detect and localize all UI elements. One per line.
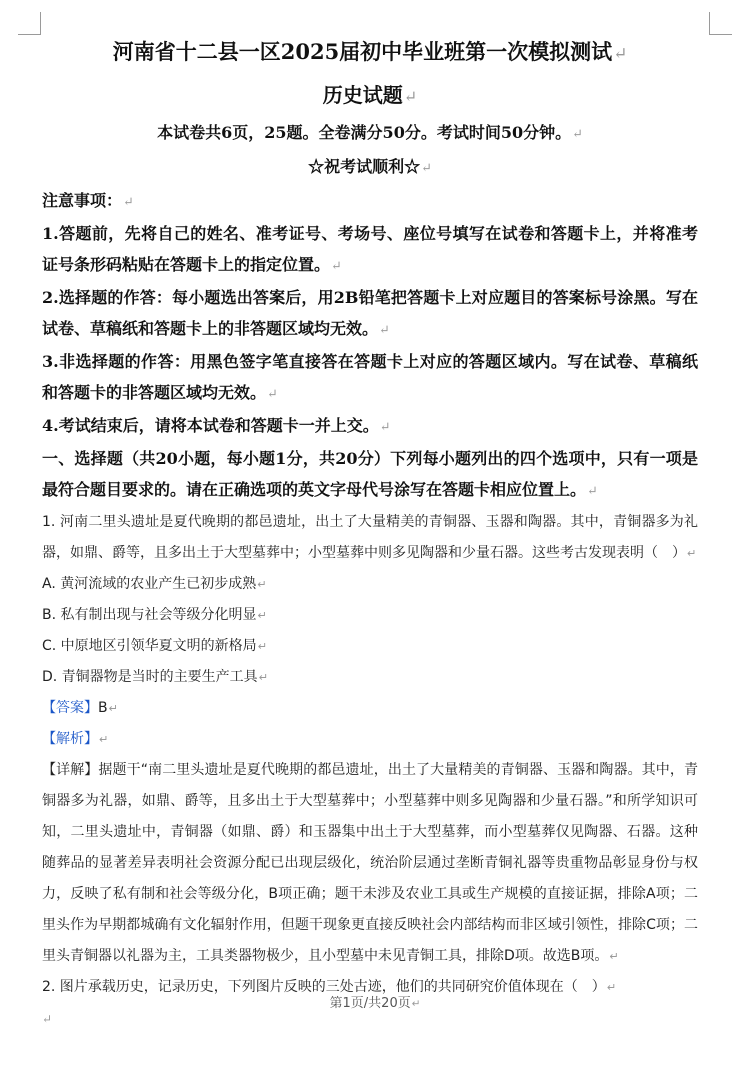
paragraph-mark-icon: ↵ — [687, 547, 697, 560]
paragraph-mark-icon: ↵ — [403, 87, 418, 106]
notice-item-4: 4.考试结束后，请将本试卷和答题卡一并上交。↵ — [42, 416, 391, 435]
paragraph-mark-icon: ↵ — [421, 161, 432, 176]
question-1-answer — [42, 693, 698, 724]
notice-item-3: 3.非选择题的作答：用黑色签字笔直接答在答题卡上对应的答题区域内。写在试卷、草稿纸和答题卡的非答题区域均无效。↵ — [42, 352, 698, 402]
paragraph-mark-icon: ↵ — [331, 259, 342, 274]
question-1-analysis — [42, 724, 698, 755]
exam-wish: ☆祝考试顺利☆↵ — [308, 157, 432, 176]
paragraph-mark-icon: ↵ — [411, 998, 421, 1010]
paragraph-mark-icon: ↵ — [257, 578, 267, 591]
question-2-stem: 2. 图片承载历史，记录历史，下列图片反映的三处古迹，他们的共同研究价值体现在（ ）↵ — [42, 979, 617, 995]
paragraph-mark-icon: ↵ — [609, 950, 619, 963]
notice-heading: 注意事项：↵ — [42, 191, 134, 210]
question-1-option-c: C. 中原地区引领华夏文明的新格局↵ — [42, 638, 268, 654]
paragraph-mark-icon: ↵ — [42, 1012, 53, 1026]
paragraph-mark-icon: ↵ — [379, 420, 391, 435]
question-1-option-b: B. 私有制出现与社会等级分化明显↵ — [42, 607, 267, 623]
crop-mark-top-right — [709, 12, 732, 35]
paragraph-mark-icon: ↵ — [257, 640, 268, 653]
detail-text: 据题干“南二里头遗址是夏代晚期的都邑遗址，出土了大量精美的青铜器、玉器和陶器。其中，青铜器多为礼器，如鼎、爵等，且多出土于大型墓葬中；小型墓葬中则多见陶器和少量石器。”和所学知识可知，二里头遗址中，青铜器（如鼎、爵）和玉器集中出土于大型墓葬，而小型墓葬仅见陶器、石器。这种随葬品的显著差异表明社会资源分配已出现层级化，统治阶层通过垄断青铜礼器等贵重物品彰显身份与权力，反映了私有制和社会等级分化，B项正确；题干未涉及农业工具或生产规模的直接证据，排除A项；二里头作为早期都城确有文化辐射作用，但题干现象更直接反映社会内部结构而非区域引领性，排除C项；二里头青铜器以礼器为主，工具类器物极少，且小型墓中未见青铜工具，排除D项。故选B项。 — [42, 762, 698, 964]
exam-title: 河南省十二县一区2025届初中毕业班第一次模拟测试↵ — [112, 39, 628, 64]
paragraph-mark-icon: ↵ — [99, 733, 109, 746]
notice-item-1: 1.答题前，先将自己的姓名、准考证号、考场号、座位号填写在试卷和答题卡上，并将准考证号条形码粘贴在答题卡上的指定位置。↵ — [42, 224, 698, 274]
paragraph-mark-icon: ↵ — [379, 323, 390, 338]
exam-subtitle: 历史试题↵ — [322, 83, 418, 107]
paragraph-mark-icon: ↵ — [257, 609, 267, 622]
document-page — [42, 30, 698, 1003]
paragraph-mark-icon: ↵ — [587, 484, 598, 499]
paragraph-mark-icon: ↵ — [267, 387, 278, 402]
paragraph-mark-icon: ↵ — [606, 981, 617, 994]
analysis-label: 【解析】 — [42, 731, 98, 747]
answer-label: 【答案】 — [42, 700, 98, 716]
section-one-heading: 一、选择题（共20小题，每小题1分，共20分）下列每小题列出的四个选项中，只有一项是最符合题目要求的。请在正确选项的英文字母代号涂写在答题卡相应位置上。↵ — [42, 449, 698, 499]
paragraph-mark-icon: ↵ — [108, 702, 118, 715]
paragraph-mark-icon: ↵ — [572, 127, 583, 142]
exam-info: 本试卷共6页，25题。全卷满分50分。考试时间50分钟。↵ — [157, 123, 583, 142]
notice-item-2: 2.选择题的作答：每小题选出答案后，用2B铅笔把答题卡上对应题目的答案标号涂黑。写在试卷、草稿纸和答题卡上的非答题区域均无效。↵ — [42, 288, 698, 338]
question-1-detail — [42, 755, 698, 972]
question-1-stem: 1. 河南二里头遗址是夏代晚期的都邑遗址，出土了大量精美的青铜器、玉器和陶器。其中，青铜器多为礼器，如鼎、爵等，且多出土于大型墓葬中；小型墓葬中则多见陶器和少量石器。这些考古发现表明（ ）↵ — [42, 514, 698, 561]
crop-mark-top-left — [18, 12, 41, 35]
question-1-option-d: D. 青铜器物是当时的主要生产工具↵ — [42, 669, 269, 685]
answer-value: B — [98, 700, 108, 716]
paragraph-mark-icon: ↵ — [258, 671, 269, 684]
detail-label: 【详解】 — [42, 762, 99, 778]
page-footer: 第1页/共20页↵ — [329, 996, 421, 1011]
paragraph-mark-icon: ↵ — [123, 195, 134, 210]
question-1-option-a: A. 黄河流域的农业产生已初步成熟↵ — [42, 576, 267, 592]
paragraph-mark-icon: ↵ — [613, 43, 628, 63]
